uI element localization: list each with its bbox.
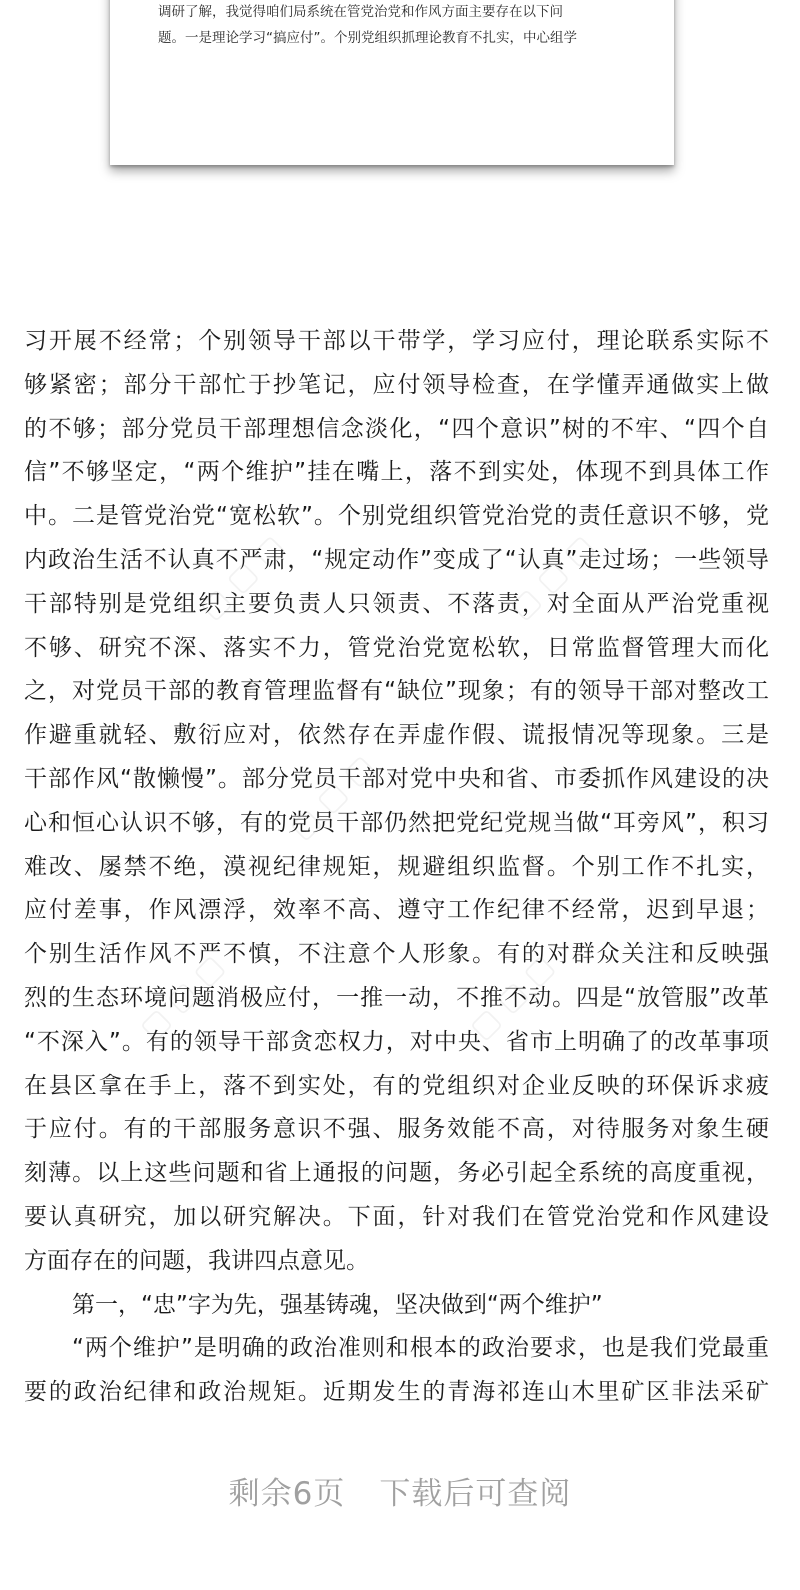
download-prompt[interactable] <box>0 1468 800 1513</box>
body-line: 干部作风“散懒慢”。部分党员干部对党中央和省、市委抓作风建设的决 <box>24 765 769 792</box>
body-line: 刻薄。以上这些问题和省上通报的问题，务必引起全系统的高度重视， <box>24 1160 769 1187</box>
body-line: 要认真研究，加以研究解决。下面，针对我们在管党治党和作风建设 <box>24 1203 769 1230</box>
preview-line-2: 调研了解，我觉得咱们局系统在管党治党和作风方面主要存在以下问 <box>158 4 563 20</box>
body-line: 内政治生活不认真不严肃，“规定动作”变成了“认真”走过场；一些领导 <box>24 546 769 573</box>
body-line: 不够、研究不深、落实不力，管党治党宽松软，日常监督管理大而化 <box>24 634 769 661</box>
body-line: 烈的生态环境问题消极应付，一推一动，不推不动。四是“放管服”改革 <box>24 984 769 1011</box>
preview-card <box>110 0 674 165</box>
body-line: 难改、屡禁不绝，漠视纪律规矩，规避组织监督。个别工作不扎实， <box>24 853 769 880</box>
preview-line-3: 题。一是理论学习“搞应付”。个别党组织抓理论教育不扎实，中心组学 <box>158 30 577 46</box>
remaining-pages-label: 剩余6页 <box>228 1476 346 1512</box>
body-line: 干部特别是党组织主要负责人只领责、不落责，对全面从严治党重视 <box>24 590 769 617</box>
body-line: 心和恒心认识不够，有的党员干部仍然把党纪党规当做“耳旁风”，积习 <box>24 809 769 836</box>
body-line: 中。二是管党治党“宽松软”。个别党组织管党治党的责任意识不够，党 <box>24 503 769 530</box>
body-line: 信”不够坚定，“两个维护”挂在嘴上，落不到实处，体现不到具体工作 <box>24 459 769 486</box>
watermark: ▢ ▢ ▢ <box>132 948 232 1047</box>
body-line: “两个维护”是明确的政治准则和根本的政治要求，也是我们党最重 <box>72 1335 769 1362</box>
body-line: 于应付。有的干部服务意识不强、服务效能不高，对待服务对象生硬 <box>24 1116 769 1143</box>
body-line: “不深入”。有的领导干部贪恋权力，对中央、省市上明确了的改革事项 <box>24 1028 769 1055</box>
watermark: ▢ ▢ ▢ <box>192 528 292 627</box>
body-line: 作避重就轻、敷衍应对，依然存在弄虚作假、谎报情况等现象。三是 <box>24 722 769 749</box>
body-line: 的不够；部分党员干部理想信念淡化，“四个意识”树的不牢、“四个自 <box>24 415 769 442</box>
body-line: 要的政治纪律和政治规矩。近期发生的青海祁连山木里矿区非法采矿 <box>24 1379 769 1406</box>
download-to-view-label: 下载后可查阅 <box>379 1476 572 1512</box>
body-line: 方面存在的问题，我讲四点意见。 <box>24 1247 369 1274</box>
body-line: 个别生活作风不严不慎，不注意个人形象。有的对群众关注和反映强 <box>24 941 769 968</box>
body-line: 应付差事，作风漂浮，效率不高、遵守工作纪律不经常，迟到早退； <box>24 897 769 924</box>
body-line: 在县区拿在手上，落不到实处，有的党组织对企业反映的环保诉求疲 <box>24 1072 769 1099</box>
watermark: ▢ ▢ ▢ <box>462 948 562 1047</box>
watermark: ▢ ▢ ▢ <box>282 748 382 847</box>
watermark: ▢ ▢ ▢ <box>502 528 602 627</box>
body-line: 习开展不经常；个别领导干部以干带学，学习应付，理论联系实际不 <box>24 328 769 354</box>
section-heading: 第一，“忠”字为先，强基铸魂，坚决做到“两个维护” <box>72 1291 603 1318</box>
body-line: 之，对党员干部的教育管理监督有“缺位”现象；有的领导干部对整改工 <box>24 678 769 705</box>
body-line: 够紧密；部分干部忙于抄笔记，应付领导检查，在学懂弄通做实上做 <box>24 371 769 398</box>
document-body <box>24 320 769 1415</box>
